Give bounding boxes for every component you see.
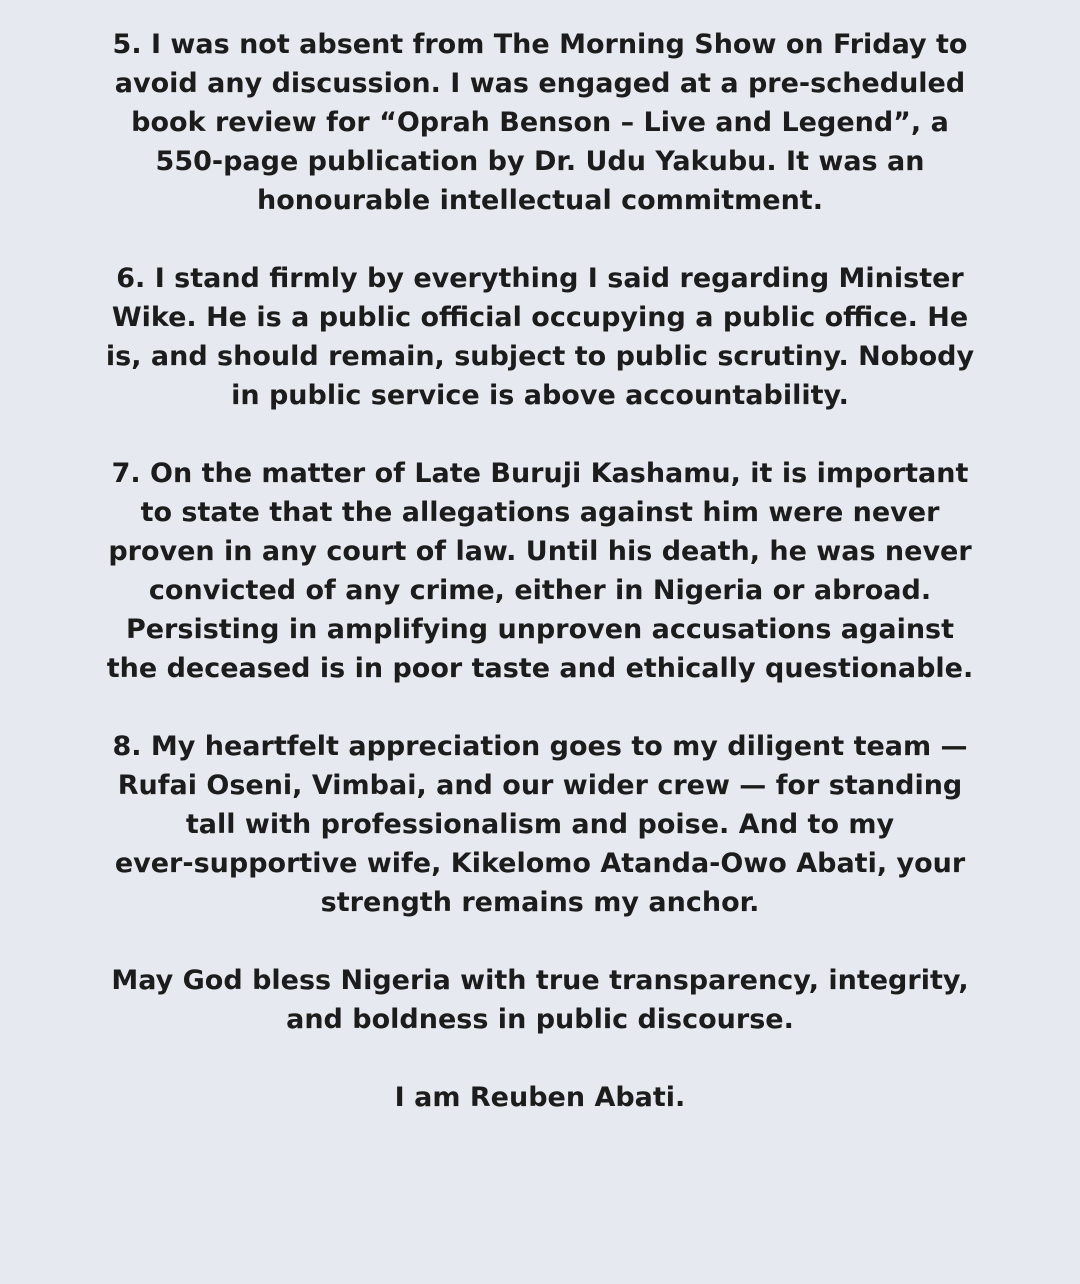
paragraph-point-5: 5. I was not absent from The Morning Show on Friday to avoid any discussion. I was engaged at a pre-scheduled book review for “Oprah Benson – Live and Legend”, a 550-page publication by Dr. Udu Yakubu. It was an honourable intellectual commitment. bbox=[112, 29, 968, 216]
paragraph-signature: I am Reuben Abati. bbox=[394, 1082, 686, 1113]
paragraph-point-7: 7. On the matter of Late Buruji Kashamu, it is important to state that the allegations against him were never proven in any court of law. Until his death, he was never convicted of any crime, either in Nigeria or abroad. Persisting in amplifying unproven accusations against the deceased is in poor taste and ethically questionable. bbox=[106, 458, 974, 684]
paragraph-point-6: 6. I stand firmly by everything I said regarding Minister Wike. He is a public official occupying a public office. He is, and should remain, subject to public scrutiny. Nobody in public service is above accountability. bbox=[105, 263, 975, 411]
paragraph-blessing: May God bless Nigeria with true transparency, integrity, and boldness in public discourse. bbox=[111, 965, 969, 1035]
paragraph-point-8: 8. My heartfelt appreciation goes to my diligent team — Rufai Oseni, Vimbai, and our wider crew — for standing tall with professionalism and poise. And to my ever-supportive wife, Kikelomo Atanda-Owo Abati, your strength remains my anchor. bbox=[112, 731, 968, 918]
statement-text bbox=[70, 25, 1010, 1117]
